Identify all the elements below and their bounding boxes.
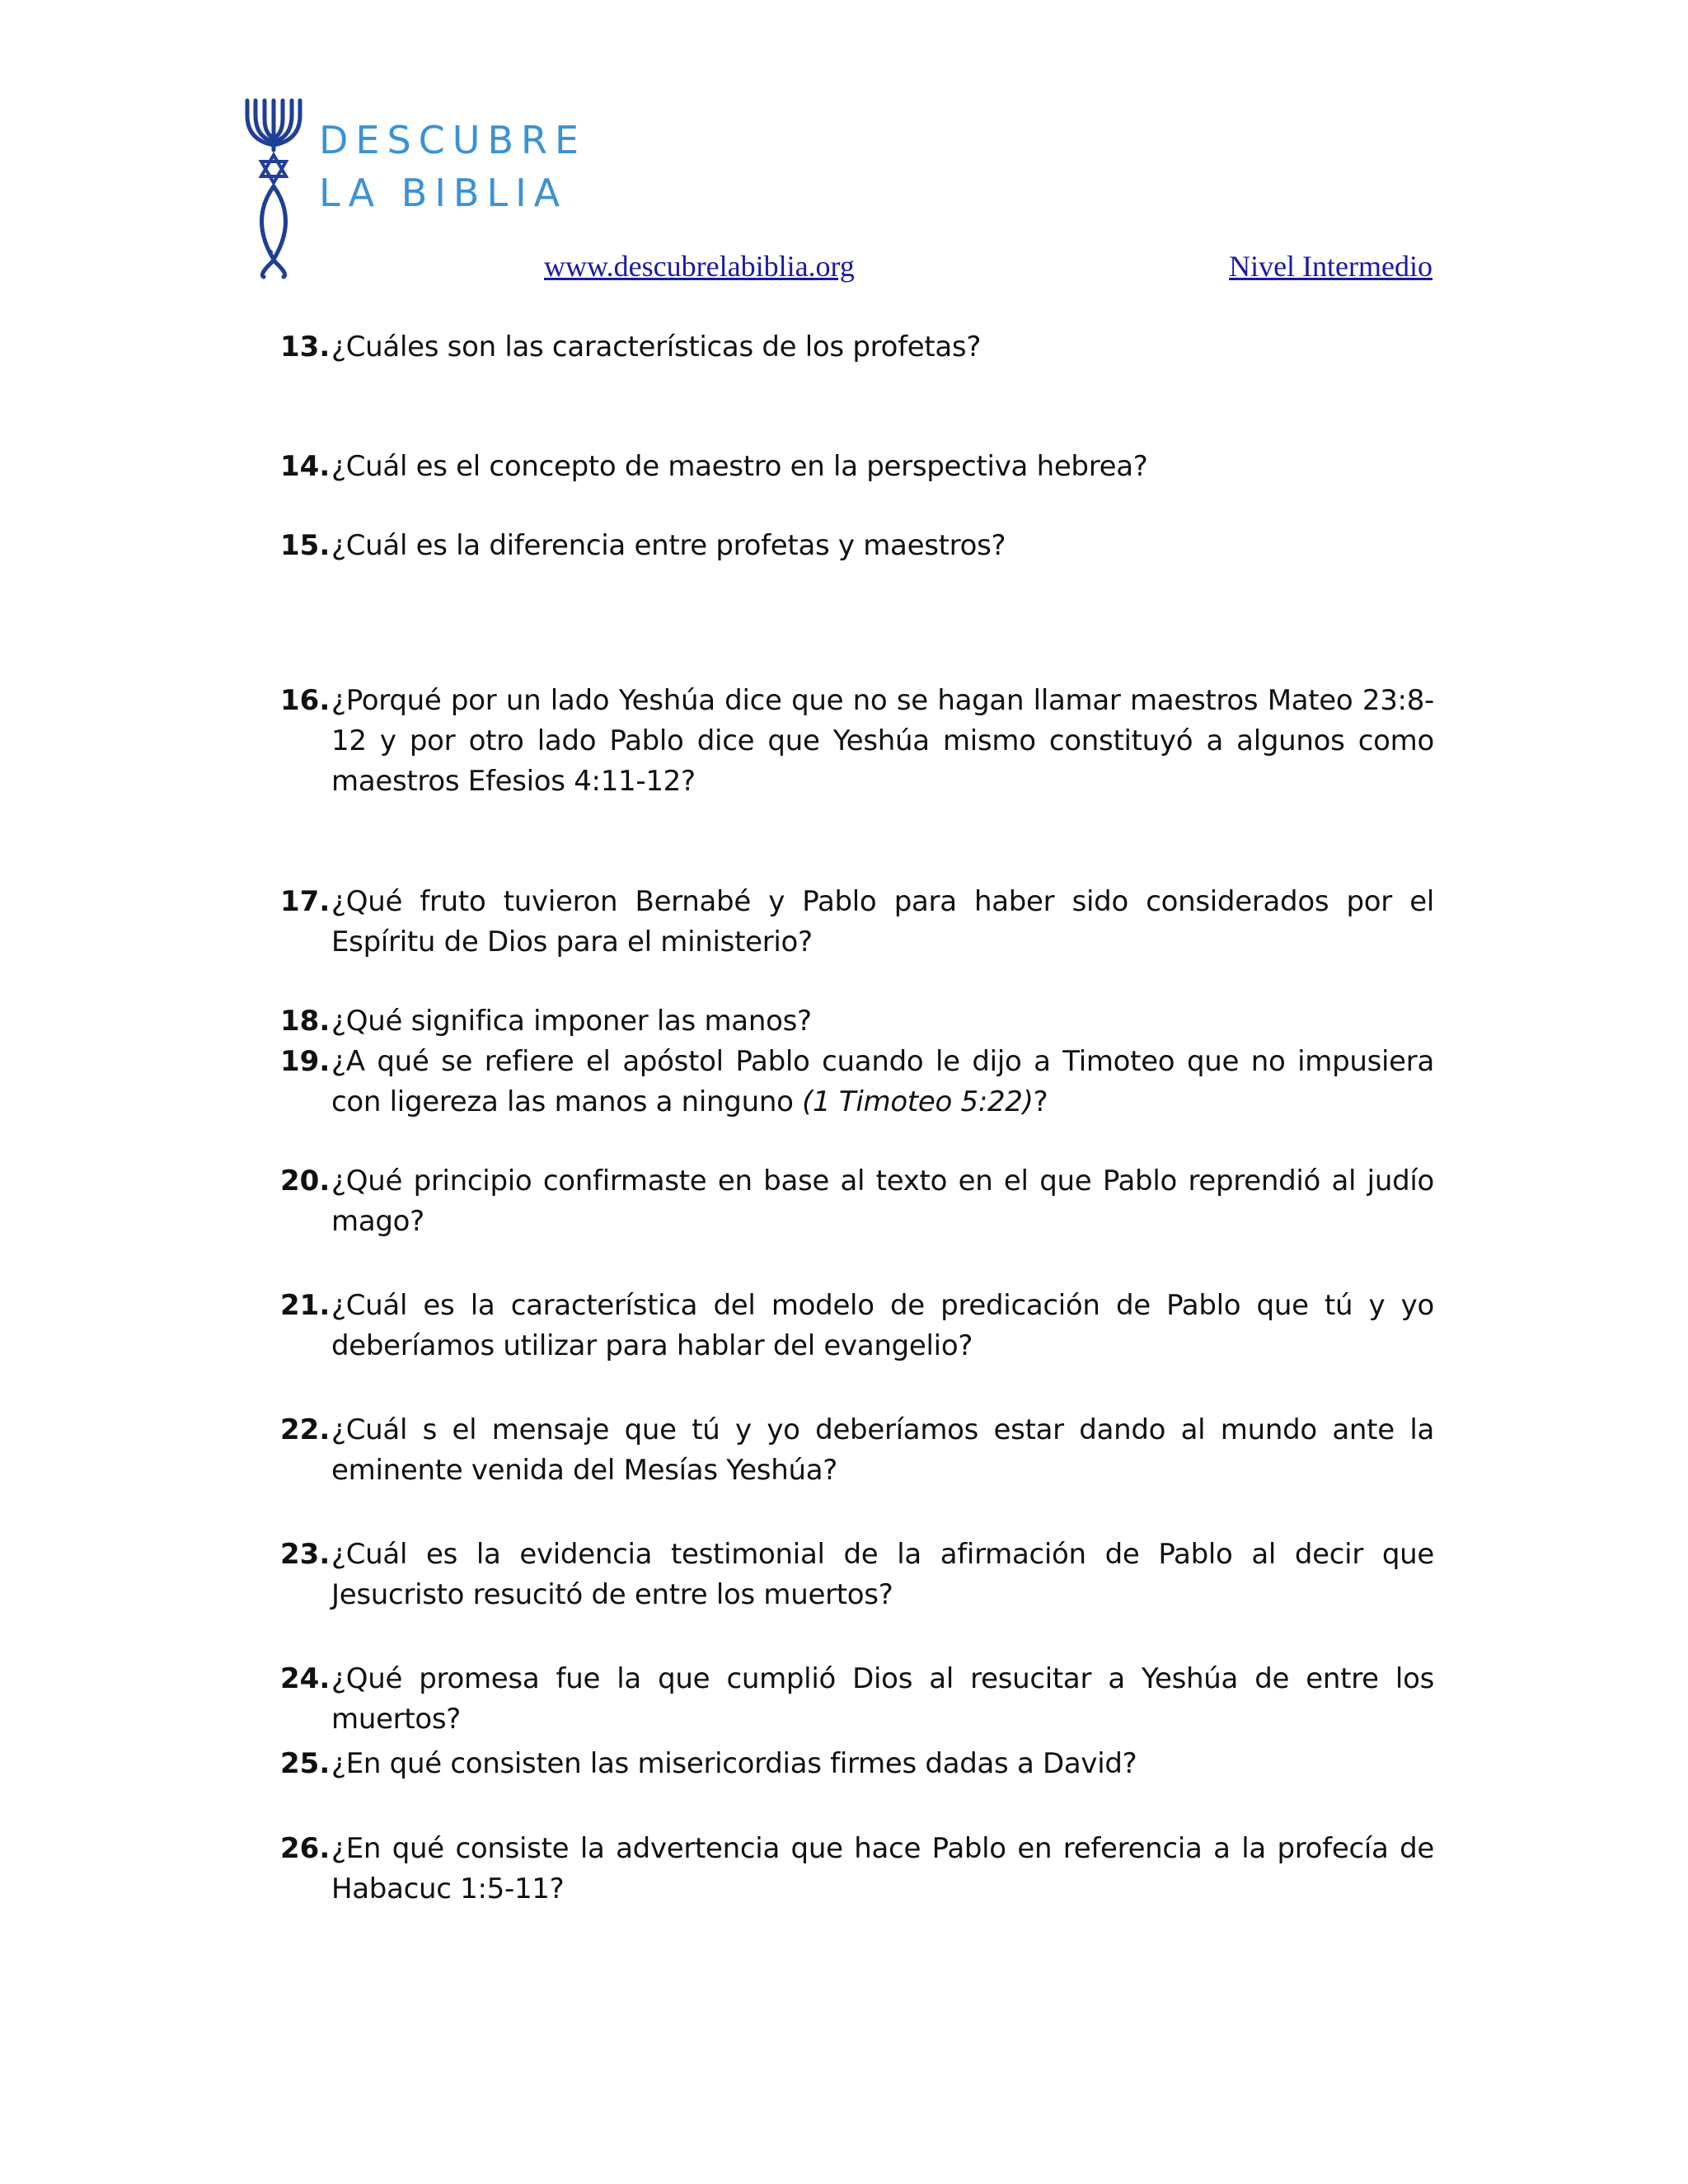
question-text: ¿Qué principio confirmaste en base al texto en el que Pablo reprendió al judío mago? [331, 1165, 1434, 1238]
question-14 [280, 447, 1434, 487]
question-20 [280, 1161, 1434, 1242]
question-number: 13. [280, 330, 331, 363]
question-text: ¿Cuál es la característica del modelo de predicación de Pablo que tú y yo deberíamos utilizar para hablar del evangelio? [331, 1289, 1434, 1362]
question-text [331, 1042, 1434, 1122]
question-16 [280, 681, 1434, 802]
logo [241, 97, 587, 280]
question-text: ¿Cuál s el mensaje que tú y yo deberíamos estar dando al mundo ante la eminente venida del Mesías Yeshúa? [331, 1413, 1434, 1487]
question-18 [280, 1001, 1434, 1042]
question-text: ¿Qué significa imponer las manos? [331, 1005, 812, 1038]
question-number: 21. [280, 1289, 331, 1322]
logo-text [319, 114, 586, 219]
question-number: 20. [280, 1165, 331, 1197]
question-number: 26. [280, 1832, 331, 1865]
question-text: ¿Cuál es la evidencia testimonial de la afirmación de Pablo al decir que Jesucristo resucitó de entre los muertos? [331, 1538, 1434, 1611]
question-text-end: ? [1033, 1085, 1048, 1118]
question-25 [280, 1744, 1434, 1784]
question-text: ¿Cuál es el concepto de maestro en la perspectiva hebrea? [331, 450, 1148, 483]
question-text: ¿En qué consiste la advertencia que hace Pablo en referencia a la profecía de Habacuc 1:5-11? [331, 1832, 1434, 1905]
question-13 [280, 327, 1434, 368]
level-link[interactable]: Nivel Intermedio [1229, 250, 1432, 283]
menorah-fish-logo-icon [241, 97, 307, 280]
question-17 [280, 882, 1434, 963]
question-text: ¿Porqué por un lado Yeshúa dice que no se hagan llamar maestros Mateo 23:8-12 y por otro lado Pablo dice que Yeshúa mismo constituyó a algunos como maestros Efesios 4:11-12? [331, 684, 1434, 798]
logo-line-2: LA BIBLIA [319, 171, 568, 215]
question-number: 15. [280, 529, 331, 562]
question-number: 24. [280, 1662, 331, 1695]
question-number: 22. [280, 1413, 331, 1446]
question-23 [280, 1535, 1434, 1615]
question-26 [280, 1829, 1434, 1910]
question-19 [280, 1042, 1434, 1122]
question-text: ¿Cuáles son las características de los profetas? [331, 330, 982, 363]
question-21 [280, 1286, 1434, 1366]
question-number: 14. [280, 450, 331, 483]
question-number: 19. [280, 1045, 331, 1078]
website-link[interactable]: www.descubrelabiblia.org [544, 250, 855, 283]
question-number: 17. [280, 885, 331, 918]
question-number: 25. [280, 1747, 331, 1780]
question-text: ¿Qué fruto tuvieron Bernabé y Pablo para haber sido considerados por el Espíritu de Dios para el ministerio? [331, 885, 1434, 958]
question-text-main: ¿A qué se refiere el apóstol Pablo cuando le dijo a Timoteo que no impusiera con ligereza las manos a ninguno [331, 1045, 1434, 1118]
question-24 [280, 1659, 1434, 1740]
question-text: ¿Qué promesa fue la que cumplió Dios al resucitar a Yeshúa de entre los muertos? [331, 1662, 1434, 1736]
question-22 [280, 1410, 1434, 1491]
logo-line-1: DESCUBRE [319, 118, 587, 162]
question-15 [280, 526, 1434, 566]
bible-reference: (1 Timoteo 5:22) [802, 1085, 1034, 1118]
question-text: ¿Cuál es la diferencia entre profetas y maestros? [331, 529, 1006, 562]
question-text: ¿En qué consisten las misericordias firmes dadas a David? [331, 1747, 1137, 1780]
question-number: 16. [280, 684, 331, 717]
question-number: 18. [280, 1005, 331, 1038]
question-number: 23. [280, 1538, 331, 1571]
